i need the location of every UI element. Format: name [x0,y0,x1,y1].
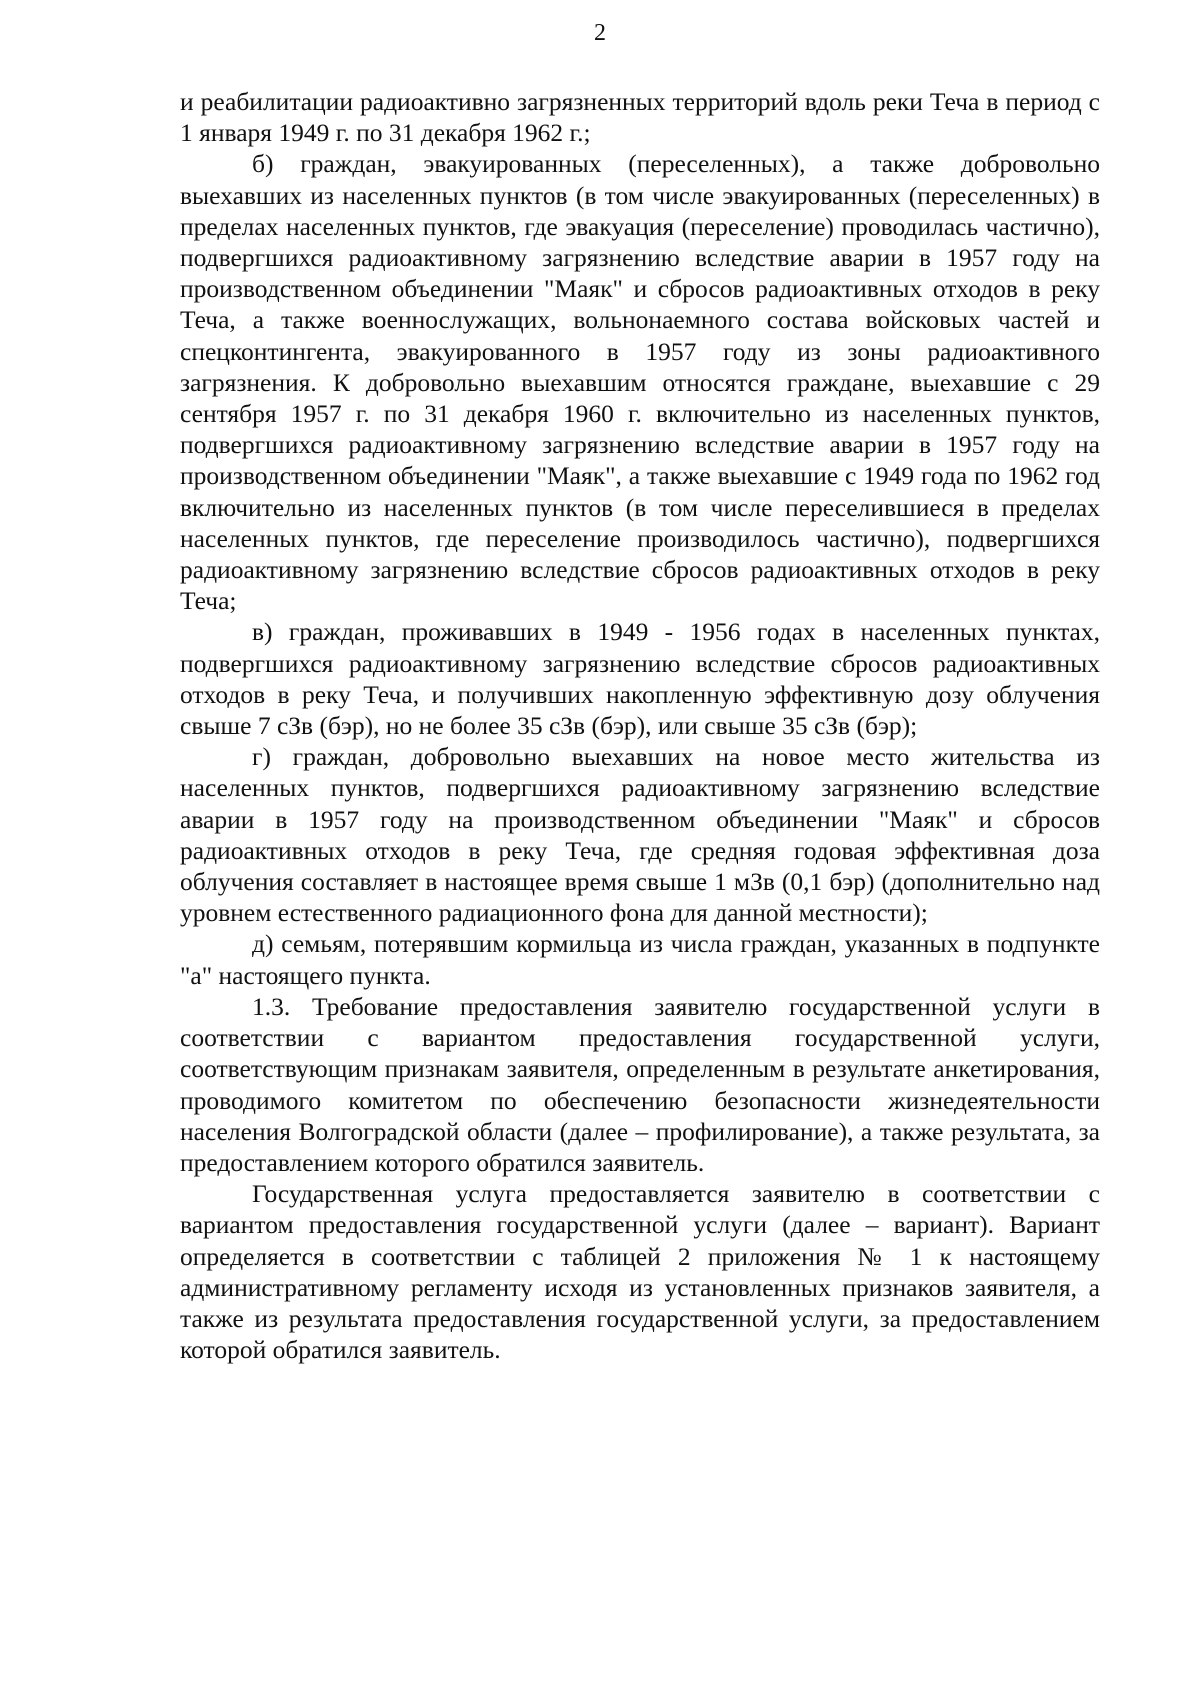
paragraph-service-variant: Государственная услуга предоставляется заявителю в соответствии с вариантом предоставления государственной услуги (далее – вариант). Вариант определяется в соответствии с таблицей 2 приложения № 1 к настоящему административному регламенту исходя из установленных признаков заявителя, а также из результата предоставления государственной услуги, за предоставлением которой обратился заявитель. [180,1179,1100,1365]
paragraph-v: в) граждан, проживавших в 1949 - 1956 годах в населенных пунктах, подвергшихся радиоактивному загрязнению вследствие сбросов радиоактивных отходов в реку Теча, и получивших накопленную эффективную дозу облучения свыше 7 сЗв (бэр), но не более 35 сЗв (бэр), или свыше 35 сЗв (бэр); [180,617,1100,741]
paragraph-1-3: 1.3. Требование предоставления заявителю государственной услуги в соответствии с вариантом предоставления государственной услуги, соответствующим признакам заявителя, определенным в результате анкетирования, проводимого комитетом по обеспечению безопасности жизнедеятельности населения Волгоградской области (далее – профилирование), а также результата, за предоставлением которого обратился заявитель. [180,991,1100,1177]
page-number: 2 [594,20,606,46]
paragraph-b: б) граждан, эвакуированных (переселенных), а также добровольно выехавших из населенных пунктов (в том числе эвакуированных (переселенных) в пределах населенных пунктов, где эвакуация (переселение) проводилась частично), подвергшихся радиоактивному загрязнению вследствие аварии в 1957 году на производственном объединении "Маяк" и сбросов радиоактивных отходов в реку Теча, а также военнослужащих, вольнонаемного состава войсковых частей и спецконтингента, эвакуированного в 1957 году из зоны радиоактивного загрязнения. К добровольно выехавшим относятся граждане, выехавшие с 29 сентября 1957 г. по 31 декабря 1960 г. включительно из населенных пунктов, подвергшихся радиоактивному загрязнению вследствие аварии в 1957 году на производственном объединении "Маяк", а также выехавшие с 1949 года по 1962 год включительно из населенных пунктов (в том числе переселившиеся в пределах населенных пунктов, где переселение производилось частично), подвергшихся радиоактивному загрязнению вследствие сбросов радиоактивных отходов в реку Теча; [180,149,1100,616]
paragraph-g: г) граждан, добровольно выехавших на новое место жительства из населенных пунктов, подвергшихся радиоактивному загрязнению вследствие аварии в 1957 году на производственном объединении "Маяк" и сбросов радиоактивных отходов в реку Теча, где средняя годовая эффективная доза облучения составляет в настоящее время свыше 1 мЗв (0,1 бэр) (дополнительно над уровнем естественного радиационного фона для данной местности); [180,742,1100,928]
document-body [180,86,1100,1365]
paragraph-d: д) семьям, потерявшим кормильца из числа граждан, указанных в подпункте "а" настоящего пункта. [180,929,1100,990]
paragraph-continuation: и реабилитации радиоактивно загрязненных территорий вдоль реки Теча в период с 1 января 1949 г. по 31 декабря 1962 г.; [180,87,1100,148]
